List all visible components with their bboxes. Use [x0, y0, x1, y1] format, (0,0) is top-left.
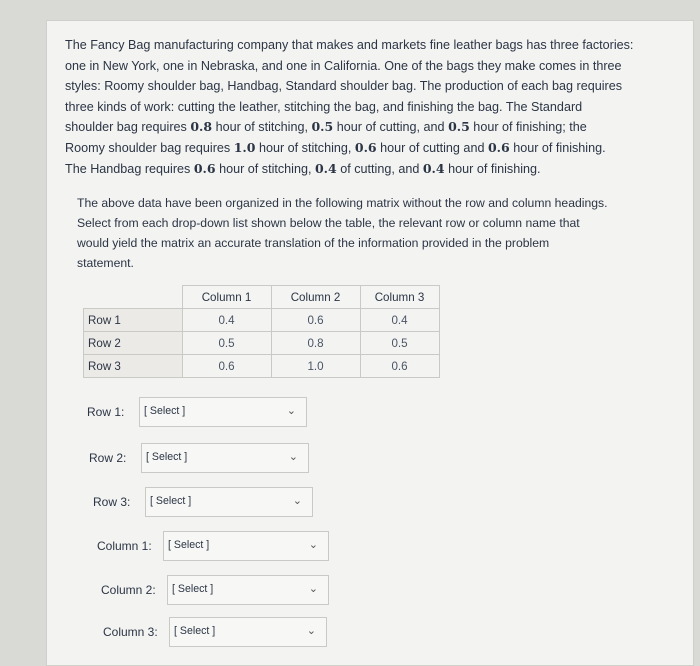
matrix-header-row	[84, 286, 440, 309]
table-row	[84, 355, 440, 378]
column-header: Column 3	[360, 286, 439, 309]
select-label: Row 1:	[87, 405, 125, 419]
select-label: Column 2:	[101, 583, 156, 597]
dropdown-value: [ Select ]	[150, 495, 192, 507]
problem-line	[65, 138, 675, 159]
column-3-dropdown[interactable]	[169, 617, 327, 647]
matrix-cell: 0.6	[360, 355, 439, 378]
table-row	[84, 309, 440, 332]
problem-line: three kinds of work: cutting the leather, stitching the bag, and finishing the bag. The Standard	[65, 99, 583, 114]
matrix-cell: 0.5	[360, 332, 439, 355]
column-header: Column 2	[271, 286, 360, 309]
text: hour of stitching,	[255, 140, 355, 155]
question-panel	[46, 20, 694, 666]
chevron-down-icon: ⌄	[292, 495, 302, 507]
number: 1.0	[233, 139, 256, 155]
matrix-cell: 1.0	[271, 355, 360, 378]
problem-line: one in New York, one in Nebraska, and one in California. One of the bags they make comes in three	[65, 58, 622, 73]
text: hour of stitching,	[212, 120, 312, 135]
row-1-dropdown[interactable]	[139, 397, 307, 427]
text: Roomy shoulder bag requires	[65, 140, 234, 155]
column-1-dropdown[interactable]	[163, 531, 329, 561]
chevron-down-icon: ⌄	[308, 539, 318, 551]
text: hour of cutting, and	[333, 120, 449, 135]
number: 0.6	[354, 139, 377, 155]
select-label: Row 2:	[89, 451, 127, 465]
row-2-dropdown[interactable]	[141, 443, 309, 473]
data-matrix	[83, 285, 440, 378]
matrix-cell: 0.5	[182, 332, 271, 355]
problem-line	[65, 159, 675, 180]
instruction-line: would yield the matrix an accurate translation of the information provided in the problem	[77, 236, 550, 250]
number: 0.8	[190, 119, 213, 135]
number: 0.5	[448, 119, 470, 135]
column-2-dropdown[interactable]	[167, 575, 329, 605]
chevron-down-icon: ⌄	[286, 405, 296, 417]
table-row	[84, 332, 440, 355]
number: 0.6	[193, 160, 216, 176]
select-label: Row 3:	[93, 495, 131, 509]
text: hour of finishing.	[509, 140, 606, 155]
select-label: Column 3:	[103, 625, 158, 639]
instruction-line: statement.	[77, 256, 134, 270]
instruction-line: Select from each drop-down list shown below the table, the relevant row or column name that	[77, 216, 580, 230]
number: 0.5	[311, 119, 334, 135]
matrix-cell: 0.8	[271, 332, 360, 355]
problem-line: The Fancy Bag manufacturing company that makes and markets fine leather bags has three factories:	[65, 38, 634, 52]
dropdown-value: [ Select ]	[146, 451, 188, 463]
number: 0.4	[314, 160, 337, 176]
matrix-cell: 0.4	[182, 309, 271, 332]
text: of cutting, and	[336, 161, 423, 176]
matrix-cell: 0.6	[271, 309, 360, 332]
number: 0.6	[487, 139, 510, 155]
number: 0.4	[422, 160, 445, 176]
text: hour of stitching,	[215, 161, 315, 176]
chevron-down-icon: ⌄	[288, 451, 298, 463]
dropdown-value: [ Select ]	[172, 583, 214, 595]
dropdown-value: [ Select ]	[168, 539, 210, 551]
select-label: Column 1:	[97, 539, 152, 553]
dropdown-value: [ Select ]	[144, 405, 186, 417]
problem-line	[65, 117, 675, 138]
instructions	[77, 193, 667, 273]
row-header: Row 1	[84, 309, 183, 332]
chevron-down-icon: ⌄	[308, 583, 318, 595]
matrix-corner	[84, 286, 183, 309]
text: hour of finishing.	[444, 161, 541, 176]
instruction-line: The above data have been organized in the following matrix without the row and column headings.	[77, 196, 608, 210]
text: shoulder bag requires	[65, 120, 191, 135]
text: hour of finishing; the	[469, 120, 587, 135]
row-header: Row 2	[84, 332, 183, 355]
matrix-cell: 0.6	[182, 355, 271, 378]
dropdown-value: [ Select ]	[174, 625, 216, 637]
problem-line: styles: Roomy shoulder bag, Handbag, Standard shoulder bag. The production of each bag requires	[65, 79, 623, 94]
matrix-cell: 0.4	[360, 309, 439, 332]
row-header: Row 3	[84, 355, 183, 378]
text: The Handbag requires	[65, 161, 194, 176]
column-header: Column 1	[182, 286, 271, 309]
chevron-down-icon: ⌄	[306, 625, 316, 637]
text: hour of cutting and	[376, 140, 488, 155]
problem-statement	[65, 35, 675, 179]
row-3-dropdown[interactable]	[145, 487, 313, 517]
